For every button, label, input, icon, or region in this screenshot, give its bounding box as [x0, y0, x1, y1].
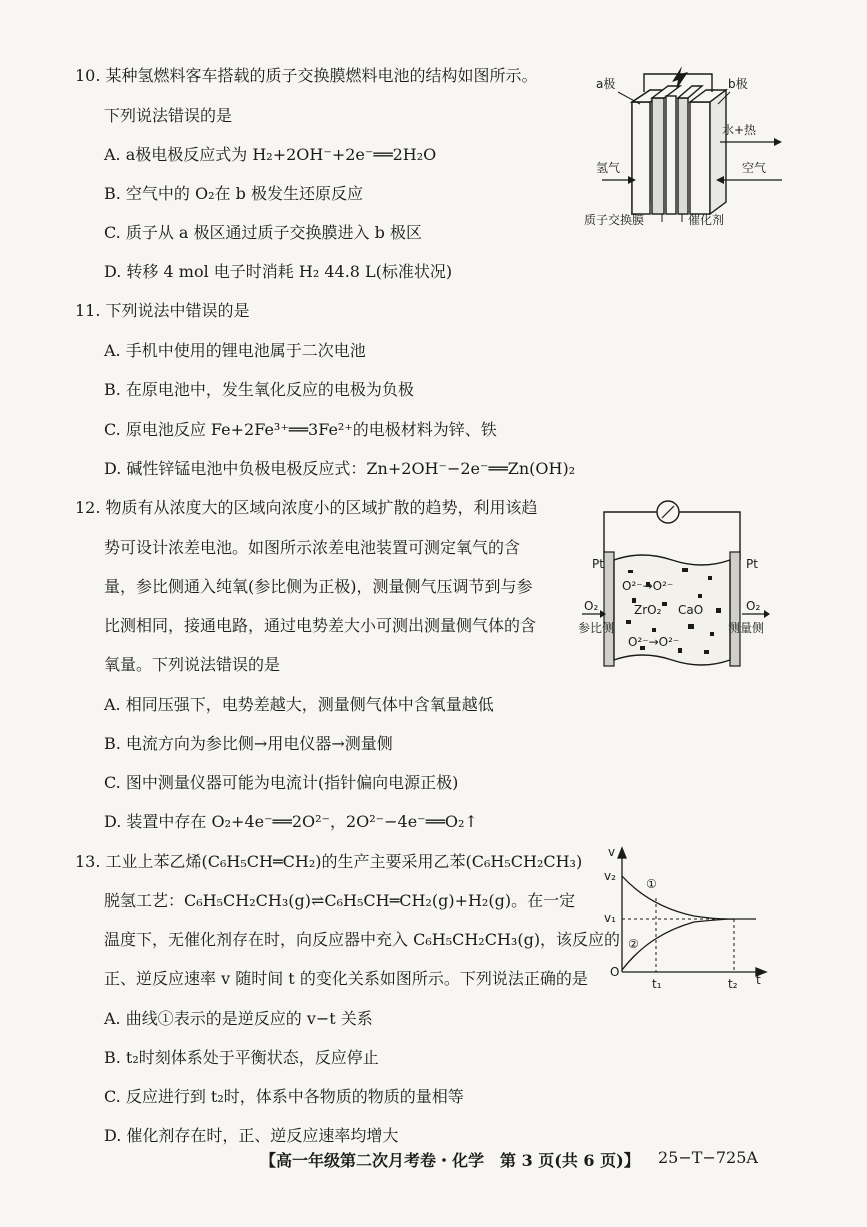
b-pole-label: b极	[728, 77, 748, 91]
catalyst-label: 催化剂	[688, 213, 725, 227]
q10-stem-line2: 下列说法错误的是	[104, 106, 233, 125]
paper-code: 25−T−725A	[658, 1148, 758, 1167]
ref-side-label: 参比侧	[578, 621, 615, 635]
q11-option-c: C. 原电池反应 Fe+2Fe³⁺══3Fe²⁺的电极材料为锌、铁	[104, 420, 497, 439]
q12-stem-line3: 量，参比侧通入纯氧(参比侧为正极)，测量侧气压调节到与参	[104, 577, 533, 596]
q11-option-d: D. 碱性锌锰电池中负极电极反应式：Zn+2OH⁻−2e⁻══Zn(OH)₂	[104, 459, 576, 478]
q13-stem-line1: 13. 工业上苯乙烯(C₆H₅CH═CH₂)的生产主要采用乙苯(C₆H₅CH₂CH₃)	[75, 852, 583, 871]
q12-stem-line4: 比测相同，接通电路，通过电势差大小可测出测量侧气体的含	[104, 616, 537, 635]
q12-option-c: C. 图中测量仪器可能为电流计(指针偏向电源正极)	[104, 773, 459, 792]
q12-option-d: D. 装置中存在 O₂+4e⁻══2O²⁻，2O²⁻−4e⁻══O₂↑	[104, 812, 478, 831]
a-pole-label: a极	[596, 77, 616, 91]
q12-stem-line5: 氧量。下列说法错误的是	[104, 655, 281, 674]
membrane-label: 质子交换膜	[584, 213, 645, 227]
fuel-cell-diagram	[584, 62, 792, 242]
ion-arrow-top: O²⁻→O²⁻	[622, 579, 674, 593]
q12-option-b: B. 电流方向为参比侧→用电仪器→测量侧	[104, 734, 393, 753]
water-heat-label: 水+热	[722, 123, 757, 137]
v2-label: v₂	[604, 869, 616, 883]
hydrogen-label: 氢气	[596, 161, 621, 175]
zro2-label: ZrO₂	[634, 603, 662, 617]
q13-stem-line2: 脱氢工艺：C₆H₅CH₂CH₃(g)⇌C₆H₅CH═CH₂(g)+H₂(g)。在一定	[104, 891, 576, 910]
q11-option-a: A. 手机中使用的锂电池属于二次电池	[104, 341, 366, 360]
pt-right-label: Pt	[746, 557, 758, 571]
pt-left-label: Pt	[592, 557, 604, 571]
t2-label: t₂	[728, 977, 738, 991]
q11-option-b: B. 在原电池中，发生氧化反应的电极为负极	[104, 380, 414, 399]
v-axis-label: v	[608, 845, 616, 859]
t-axis-label: t	[756, 973, 761, 987]
q13-option-a: A. 曲线①表示的是逆反应的 v−t 关系	[104, 1009, 373, 1028]
q13-stem-line3: 温度下，无催化剂存在时，向反应器中充入 C₆H₅CH₂CH₃(g)，该反应的	[104, 930, 621, 949]
o2-right-label: O₂	[746, 599, 761, 613]
q10-option-b: B. 空气中的 O₂在 b 极发生还原反应	[104, 184, 363, 203]
q10-stem-line1: 10. 某种氢燃料客车搭载的质子交换膜燃料电池的结构如图所示。	[75, 66, 538, 85]
q12-stem-line2: 势可设计浓差电池。如图所示浓差电池装置可测定氧气的含	[104, 538, 521, 557]
curve-2-label: ②	[628, 937, 639, 951]
measure-side-label: 测量侧	[728, 621, 765, 635]
curve-1-label: ①	[646, 877, 657, 891]
v1-label: v₁	[604, 911, 616, 925]
origin-label: O	[610, 965, 620, 979]
q12-stem-line1: 12. 物质有从浓度大的区域向浓度小的区域扩散的趋势，利用该趋	[75, 498, 538, 517]
q13-option-d: D. 催化剂存在时，正、逆反应速率均增大	[104, 1126, 399, 1145]
page-footer-title: 【高一年级第二次月考卷・化学 第 3 页(共 6 页)】	[260, 1151, 640, 1170]
rate-time-graph	[604, 845, 770, 991]
concentration-cell-diagram	[578, 490, 772, 690]
q13-stem-line4: 正、逆反应速率 v 随时间 t 的变化关系如图所示。下列说法正确的是	[104, 969, 588, 988]
o2-left-label: O₂	[584, 599, 599, 613]
q10-option-c: C. 质子从 a 极区通过质子交换膜进入 b 极区	[104, 223, 422, 242]
cao-label: CaO	[678, 603, 704, 617]
air-label: 空气	[742, 161, 767, 175]
ion-arrow-bottom: O²⁻→O²⁻	[628, 635, 680, 649]
q13-option-c: C. 反应进行到 t₂时，体系中各物质的物质的量相等	[104, 1087, 464, 1106]
q10-option-a: A. a极电极反应式为 H₂+2OH⁻+2e⁻══2H₂O	[104, 145, 437, 164]
q12-option-a: A. 相同压强下，电势差越大，测量侧气体中含氧量越低	[104, 695, 494, 714]
t1-label: t₁	[652, 977, 662, 991]
q13-option-b: B. t₂时刻体系处于平衡状态，反应停止	[104, 1048, 379, 1067]
q11-stem: 11. 下列说法中错误的是	[75, 301, 250, 320]
q10-option-d: D. 转移 4 mol 电子时消耗 H₂ 44.8 L(标准状况)	[104, 262, 453, 281]
